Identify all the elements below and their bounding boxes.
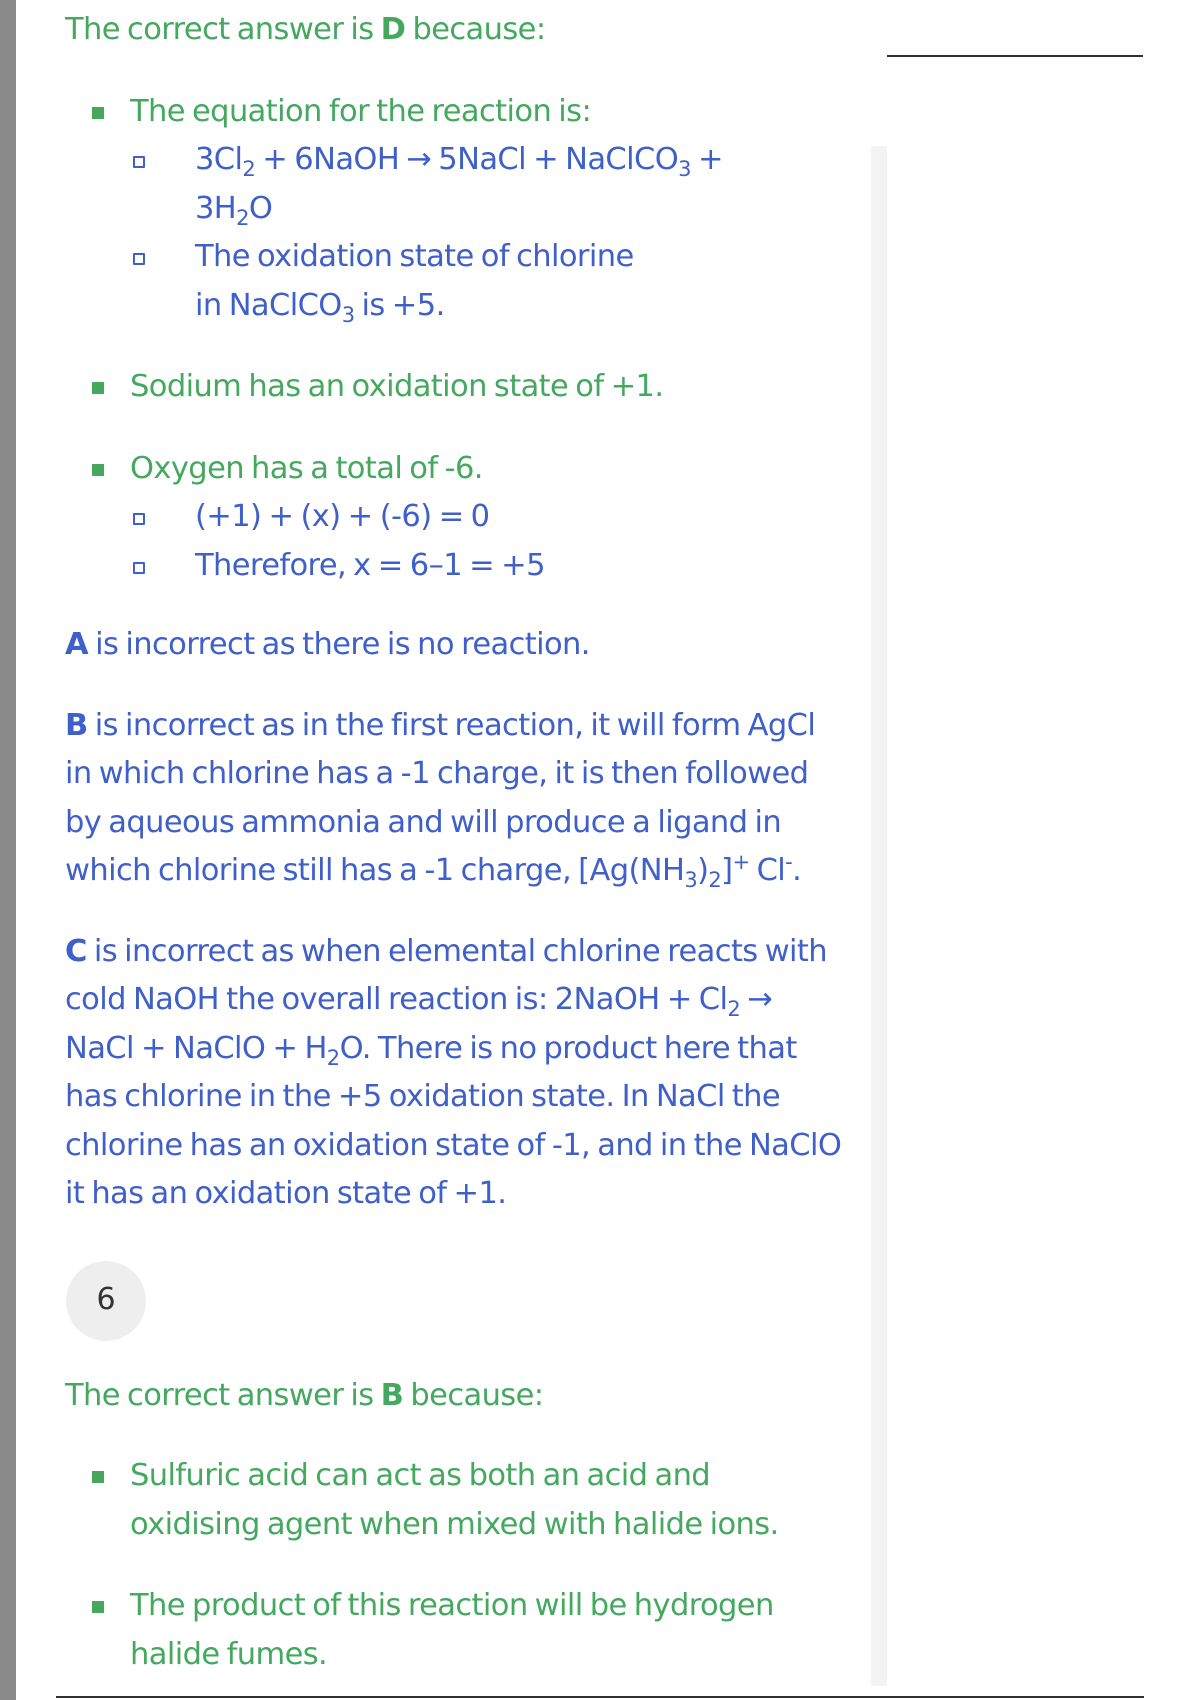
option-b-explanation (65, 702, 845, 896)
text-sub: 3 (341, 302, 355, 327)
bottom-divider-line (56, 1696, 1144, 1698)
bullet-text: The equation for the reaction is: (130, 93, 592, 129)
left-edge-bar (0, 0, 16, 1700)
list-item (65, 445, 845, 591)
equation-item (130, 136, 740, 233)
list-item (130, 233, 665, 330)
option-text: is incorrect as there is no reaction. (88, 627, 590, 662)
eq-part: O (248, 190, 273, 226)
equation-text: (+1) + (x) + (-6) = 0 (195, 499, 490, 534)
text-part: The oxidation state of chlorine in NaClCO (195, 239, 634, 323)
bullet-text: The product of this reaction will be hydrogen halide fumes. (130, 1588, 774, 1672)
list-item (130, 542, 845, 591)
list-item (65, 1582, 845, 1679)
bullet-text: Sulfuric acid can act as both an acid and oxidising agent when mixed with halide ions. (130, 1458, 779, 1542)
list-item (65, 1452, 845, 1549)
text-part: Cl (749, 853, 786, 888)
sub-list (130, 493, 845, 590)
option-text: is incorrect as when elemental chlorine reacts with cold NaOH the overall reaction is: 2NaOH + Cl (65, 933, 827, 1017)
eq-sub: 2 (242, 157, 256, 182)
answer-tail-text: because: (403, 1377, 544, 1413)
text-part: → NaCl + NaClO + H (65, 982, 773, 1066)
option-c-explanation (65, 928, 845, 1219)
eq-part: 3Cl (195, 142, 243, 177)
q6-answer-heading (65, 1372, 845, 1421)
eq-part: + 6NaOH → 5NaCl + NaClCO (255, 142, 679, 177)
question-number-wrap (65, 1261, 845, 1341)
option-letter: C (65, 933, 87, 969)
top-divider-line (887, 55, 1143, 57)
answer-content (65, 0, 845, 1679)
question-number-badge: 6 (66, 1261, 146, 1341)
option-letter: B (65, 707, 88, 743)
q6-bullet-list (65, 1452, 845, 1679)
equation-text: Therefore, x = 6–1 = +5 (195, 547, 545, 583)
text-part: is +5. (354, 287, 445, 323)
bullet-text: Sodium has an oxidation state of +1. (130, 369, 664, 404)
answer-lead-text: The correct answer is (65, 1377, 381, 1413)
text-sup: - (785, 849, 793, 874)
eq-sub: 3 (678, 157, 691, 182)
text-part: ] (721, 853, 733, 888)
option-letter: A (65, 627, 89, 662)
eq-part: + 3H (195, 142, 723, 226)
eq-sub: 2 (236, 205, 249, 230)
option-a-explanation (65, 621, 845, 670)
q5-bullet-list (65, 88, 845, 591)
text-sub: 2 (708, 868, 722, 893)
text-sup: + (732, 849, 750, 874)
list-item (65, 88, 845, 331)
text-sub: 2 (326, 1045, 340, 1070)
answer-tail-text: because: (405, 12, 546, 47)
text-part: ) (697, 853, 709, 888)
option-text: is incorrect as in the first reaction, it will form AgCl in which chlorine has a -1 charge, it is then followed by aqueous ammonia and will produce a ligand in which chlorine still has a -1 charge, [Ag(NH (65, 707, 816, 888)
q5-answer-heading (65, 6, 845, 55)
column-divider (871, 146, 887, 1686)
bullet-text: Oxygen has a total of -6. (130, 450, 483, 486)
list-item (130, 493, 845, 542)
text-sub: 2 (727, 997, 741, 1022)
answer-letter: B (380, 1377, 404, 1413)
text-part: O. There is no product here that has chlorine in the +5 oxidation state. In NaCl the chlorine has an oxidation state of -1, and in the NaClO it has an oxidation state of +1. (65, 1030, 842, 1211)
sub-list (130, 136, 845, 330)
answer-lead-text: The correct answer is (65, 12, 381, 47)
text-part: . (792, 853, 802, 888)
answer-letter: D (380, 12, 406, 47)
list-item (65, 363, 845, 412)
text-sub: 3 (684, 868, 698, 893)
